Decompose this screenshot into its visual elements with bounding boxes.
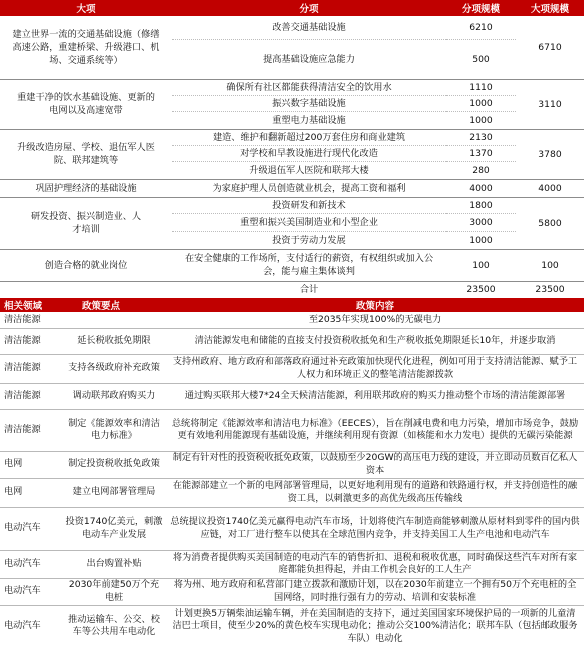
area-cell: 清洁能源 bbox=[0, 312, 62, 328]
area-cell: 清洁能源 bbox=[0, 383, 62, 409]
total-empty-cell bbox=[0, 281, 172, 298]
table-row bbox=[0, 383, 584, 409]
category-scale-cell: 100 bbox=[516, 249, 584, 281]
table-row bbox=[0, 550, 584, 578]
subitem-scale-cell: 3000 bbox=[446, 213, 516, 231]
policy-content-cell: 制定有针对性的投资税收抵免政策，以鼓励至少20GW的高压电力线的建设，并立即动员数百亿私人资本 bbox=[166, 451, 584, 478]
table-row bbox=[0, 328, 584, 354]
subitem-scale-cell: 2130 bbox=[446, 129, 516, 145]
header-subitem: 分项 bbox=[172, 0, 446, 16]
policy-content-cell: 将为消费者提供购买美国制造的电动汽车的销售折扣、退税和税收优惠，同时确保这些汽车对所有家庭都能负担得起，并由工作机会良好的工人生产 bbox=[166, 550, 584, 578]
category-cell: 巩固护理经济的基础设施 bbox=[0, 179, 172, 197]
policy-point-cell: 制定投资税收抵免政策 bbox=[62, 451, 166, 478]
area-cell: 电动汽车 bbox=[4, 620, 41, 631]
area-cell: 电网 bbox=[0, 451, 62, 478]
subitem-cell: 重塑电力基础设施 bbox=[172, 111, 446, 129]
table-row bbox=[0, 129, 584, 145]
area-cell: 电动汽车 bbox=[0, 507, 62, 550]
subitem-cell: 提高基础设施应急能力 bbox=[172, 39, 446, 79]
table-row bbox=[0, 79, 584, 95]
table-header-row bbox=[0, 0, 584, 16]
total-label: 合计 bbox=[299, 284, 319, 296]
category-scale-cell: 3110 bbox=[516, 79, 584, 129]
policy-content-cell: 将为州、地方政府和私营部门建立拨款和激励计划，以在2030年前建立一个拥有50万个充电桩的全国网络，同时推行强有力的劳动、培训和安装标准 bbox=[166, 578, 584, 605]
subitem-scale-cell: 500 bbox=[446, 39, 516, 79]
area-cell: 电动汽车 bbox=[0, 550, 62, 578]
policy-content-cell: 支持州政府、地方政府和部落政府通过补充政策加快现代化进程，例如可用于支持清洁能源、赋予工人权力和环境正义的整笔清洁能源拨款 bbox=[166, 354, 584, 383]
area-cell: 清洁能源 bbox=[0, 328, 62, 354]
header-subitem-scale: 分项规模 bbox=[446, 0, 516, 16]
table-row bbox=[0, 507, 584, 550]
policy-content-cell: 在能源部建立一个新的电网部署管理局，以更好地利用现有的道路和铁路通行权，并支持创造性的融资工具，以刺激更多的高优先级高压传输线 bbox=[166, 478, 584, 507]
policy-point-cell: 2030年前建50万个充电桩 bbox=[62, 578, 166, 605]
category-cell: 升级改造房屋、学校、退伍军人医院、联邦建筑等 bbox=[0, 129, 172, 179]
category-cell: 重建干净的饮水基础设施、更新的电网以及高速宽带 bbox=[0, 79, 172, 129]
total-scale: 23500 bbox=[466, 284, 496, 296]
subitem-cell: 投资研发和新技术 bbox=[172, 197, 446, 213]
subitem-cell: 确保所有社区都能获得清洁安全的饮用水 bbox=[172, 79, 446, 95]
header-category: 大项 bbox=[0, 0, 172, 16]
subitem-cell: 为家庭护理人员创造就业机会，提高工资和福利 bbox=[172, 179, 446, 197]
table-row bbox=[0, 312, 584, 328]
policy-point-cell: 投资1740亿美元，刺激电动车产业发展 bbox=[62, 507, 166, 550]
policy-content-cell: 至2035年实现100%的无碳电力 bbox=[166, 312, 584, 328]
subitem-scale-cell: 1000 bbox=[446, 111, 516, 129]
policy-point-cell: 支持各级政府补充政策 bbox=[62, 354, 166, 383]
subitem-cell: 改善交通基础设施 bbox=[172, 16, 446, 39]
policy-content-cell: 计划更换5万辆柴油运输车辆，并在美国制造的支持下，通过美国国家环境保护局的一项新的儿童清洁巴士项目，使至少20%的黄色校车实现电动化；推动公交100%清洁化；联邦车队（包括邮政服务车队）电动化 bbox=[172, 607, 578, 644]
subitem-scale-cell: 4000 bbox=[446, 179, 516, 197]
subitem-scale-cell: 280 bbox=[446, 161, 516, 179]
area-cell: 电网 bbox=[0, 478, 62, 507]
subitem-cell: 重塑和振兴美国制造业和小型企业 bbox=[172, 213, 446, 231]
infrastructure-budget-table bbox=[0, 0, 584, 298]
table-row bbox=[0, 249, 584, 281]
total-row bbox=[0, 281, 584, 298]
subitem-scale-cell: 1000 bbox=[446, 95, 516, 111]
policy-point-cell bbox=[62, 312, 166, 328]
category-cell: 创造合格的就业岗位 bbox=[0, 249, 172, 281]
table-row bbox=[0, 354, 584, 383]
table-header-row bbox=[0, 298, 584, 312]
table-row bbox=[0, 197, 584, 213]
header-policy-content: 政策内容 bbox=[166, 298, 584, 312]
subitem-scale-cell: 1370 bbox=[446, 145, 516, 161]
policy-table bbox=[0, 298, 584, 647]
category-scale-cell: 5800 bbox=[516, 197, 584, 249]
subitem-cell: 对学校和早教设施进行现代化改造 bbox=[172, 145, 446, 161]
area-cell: 电动汽车 bbox=[0, 578, 62, 605]
policy-point-cell: 调动联邦政府购买力 bbox=[62, 383, 166, 409]
table-row bbox=[0, 409, 584, 451]
policy-point-cell: 延长税收抵免期限 bbox=[62, 328, 166, 354]
table-row bbox=[0, 478, 584, 507]
subitem-cell: 振兴数字基础设施 bbox=[172, 95, 446, 111]
total-category-scale: 23500 bbox=[535, 284, 565, 296]
subitem-cell: 投资于劳动力发展 bbox=[172, 231, 446, 249]
subitem-cell: 建造、维护和翻新超过200万套住房和商业建筑 bbox=[172, 129, 446, 145]
subitem-scale-cell: 1800 bbox=[446, 197, 516, 213]
header-policy-point: 政策要点 bbox=[62, 298, 166, 312]
policy-point-cell: 制定《能源效率和清洁电力标准》 bbox=[62, 409, 166, 451]
category-scale-cell: 4000 bbox=[516, 179, 584, 197]
subitem-scale-cell: 1000 bbox=[446, 231, 516, 249]
area-cell: 清洁能源 bbox=[0, 409, 62, 451]
table-row bbox=[0, 451, 584, 478]
subitem-cell: 在安全健康的工作场所，支付适行的薪资，有权组织或加入公会，能与雇主集体谈判 bbox=[172, 249, 446, 281]
table-row bbox=[0, 578, 584, 605]
policy-content-cell: 总统将制定《能源效率和清洁电力标准》（EECES），旨在削减电费和电力污染，增加市场竞争，鼓励更有效地利用能源现有基础设施，并继续利用现有资源（如核能和水力发电）提供的无碳污染能源 bbox=[166, 409, 584, 451]
policy-point-cell: 推动运输车、公交、校车等公共用车电动化 bbox=[68, 613, 160, 638]
table-row bbox=[0, 16, 584, 39]
table-row bbox=[0, 179, 584, 197]
category-scale-cell: 3780 bbox=[516, 129, 584, 179]
category-scale-cell: 6710 bbox=[516, 16, 584, 79]
subitem-scale-cell: 6210 bbox=[446, 16, 516, 39]
category-cell: 建立世界一流的交通基础设施（修缮高速公路，重建桥梁、升级港口、机场、交通系统等） bbox=[0, 16, 172, 79]
header-category-scale: 大项规模 bbox=[516, 0, 584, 16]
policy-content-cell: 清洁能源发电和储能的直接支付投资税收抵免和生产税收抵免期限延长10年，并逐步取消 bbox=[166, 328, 584, 354]
table-row bbox=[0, 605, 584, 647]
subitem-scale-cell: 100 bbox=[446, 249, 516, 281]
subitem-cell: 升级退伍军人医院和联邦大楼 bbox=[172, 161, 446, 179]
policy-point-cell: 出台购置补贴 bbox=[62, 550, 166, 578]
header-area: 相关领域 bbox=[0, 298, 62, 312]
area-cell: 清洁能源 bbox=[0, 354, 62, 383]
category-cell: 研发投资、振兴制造业、人才培训 bbox=[0, 197, 172, 249]
subitem-scale-cell: 1110 bbox=[446, 79, 516, 95]
policy-content-cell: 总统提议投资1740亿美元赢得电动汽车市场，计划将使汽车制造商能够刺激从原材料到零件的国内供应链，对工厂进行整车以使其在全球范围内竞争，并支持美国工人生产电池和电动汽车 bbox=[166, 507, 584, 550]
policy-point-cell: 建立电网部署管理局 bbox=[62, 478, 166, 507]
policy-content-cell: 通过购买联邦大楼7*24全天候清洁能源，利用联邦政府的购买力推动整个市场的清洁能源部署 bbox=[166, 383, 584, 409]
